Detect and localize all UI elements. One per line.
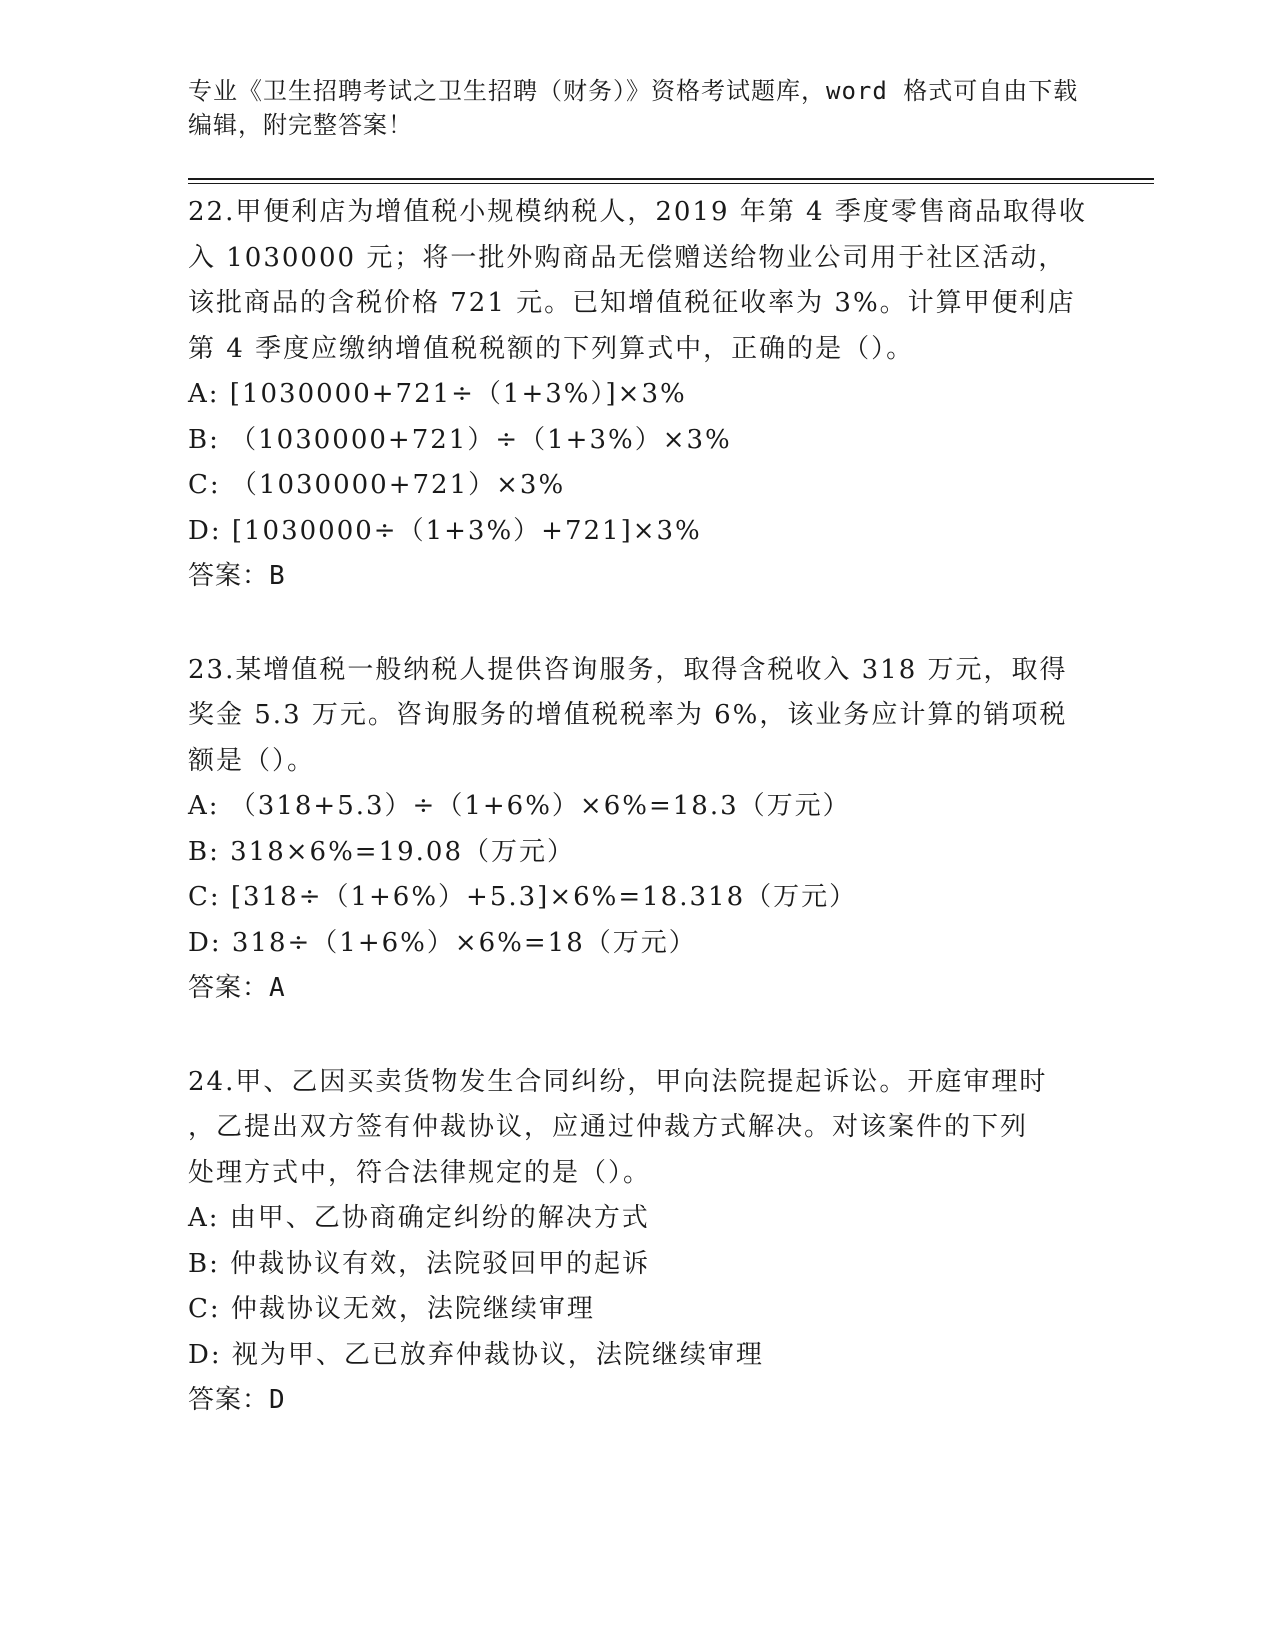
option-a: A: 由甲、乙协商确定纠纷的解决方式 — [188, 1203, 650, 1233]
question-23 — [188, 648, 1148, 1012]
answer-label: 答案：B — [188, 561, 286, 591]
option-a: A: （318+5.3）÷（1+6%）×6%=18.3（万元） — [188, 791, 851, 821]
question-stem-line: 额是（）。 — [188, 745, 316, 776]
answer-label: 答案：D — [188, 1385, 286, 1415]
option-d: D: [1030000÷（1+3%）+721]×3% — [188, 515, 702, 546]
option-d: D: 视为甲、乙已放弃仲裁协议，法院继续审理 — [188, 1339, 764, 1370]
header-divider-thick — [188, 178, 1154, 180]
option-b: B: 仲裁协议有效，法院驳回甲的起诉 — [188, 1248, 651, 1279]
header-line: 编辑，附完整答案！ — [188, 111, 413, 139]
question-stem-line: 24.甲、乙因买卖货物发生合同纠纷，甲向法院提起诉讼。开庭审理时 — [188, 1066, 1048, 1097]
question-stem-line: 该批商品的含税价格 721 元。已知增值税征收率为 3%。计算甲便利店 — [188, 288, 1076, 318]
question-stem-line: 第 4 季度应缴纳增值税税额的下列算式中，正确的是（）。 — [188, 333, 915, 364]
question-stem-line: 处理方式中，符合法律规定的是（）。 — [188, 1157, 652, 1188]
header-divider-thin — [188, 183, 1154, 184]
option-b: B: （1030000+721）÷（1+3%）×3% — [188, 424, 732, 455]
question-stem-line: 奖金 5.3 万元。咨询服务的增值税税率为 6%，该业务应计算的销项税 — [188, 700, 1068, 730]
option-b: B: 318×6%=19.08（万元） — [188, 836, 576, 867]
document-header — [188, 74, 1088, 142]
question-22 — [188, 190, 1148, 600]
question-stem-line: 23.某增值税一般纳税人提供咨询服务，取得含税收入 318 万元，取得 — [188, 654, 1068, 685]
option-c: C: 仲裁协议无效，法院继续审理 — [188, 1294, 595, 1324]
option-a: A: [1030000+721÷（1+3%）]×3% — [188, 379, 687, 409]
option-c: C: [318÷（1+6%）+5.3]×6%=18.318（万元） — [188, 882, 858, 912]
header-line: 专业《卫生招聘考试之卫生招聘（财务）》资格考试题库，word 格式可自由下载 — [188, 77, 1079, 105]
question-24 — [188, 1060, 1148, 1424]
option-c: C: （1030000+721）×3% — [188, 470, 566, 500]
question-stem-line: ，乙提出双方签有仲裁协议，应通过仲裁方式解决。对该案件的下列 — [188, 1112, 1029, 1142]
question-list — [188, 190, 1148, 1472]
question-stem-line: 入 1030000 元；将一批外购商品无偿赠送给物业公司用于社区活动， — [188, 242, 1067, 273]
option-d: D: 318÷（1+6%）×6%=18（万元） — [188, 927, 697, 958]
answer-label: 答案：A — [188, 973, 286, 1003]
question-stem-line: 22.甲便利店为增值税小规模纳税人，2019 年第 4 季度零售商品取得收 — [188, 197, 1087, 227]
